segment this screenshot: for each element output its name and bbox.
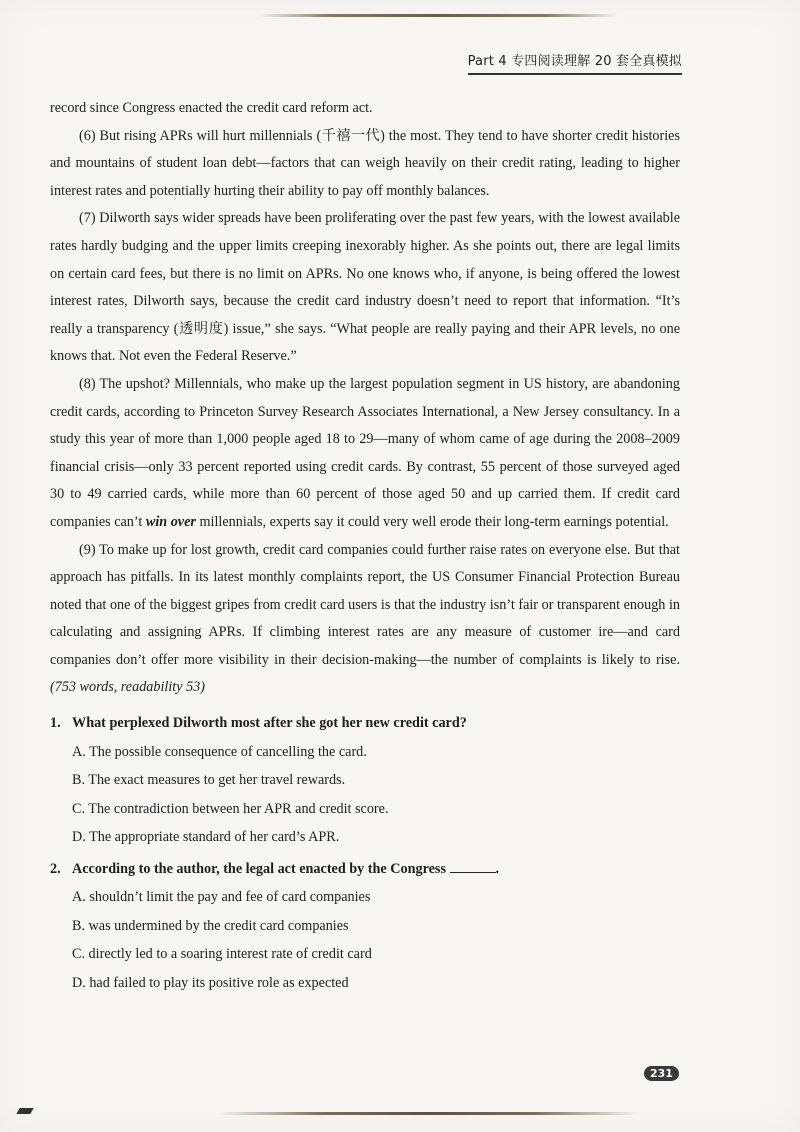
question-1-option-a: A. The possible consequence of cancelling the card.	[72, 743, 367, 760]
question-1-option-b: B. The exact measures to get her travel rewards.	[72, 772, 346, 789]
question-2-option-b: B. was undermined by the credit card companies	[72, 917, 349, 934]
question-2-option-c: C. directly led to a soaring interest rate of credit card	[72, 946, 372, 963]
paragraph-9-text: (9) To make up for lost growth, credit card companies could further raise rates on everyone else. But that approach has pitfalls. In its latest monthly complaints report, the US Consumer Financial Protection Bureau noted that one of the biggest gripes from credit card users is that the industry isn’t fair or transparent enough in calculating and assigning APRs. If climbing interest rates are any measure of customer ire—and card companies don’t offer more visibility in their decision-making—the number of complaints is likely to rise.	[50, 541, 680, 668]
answer-blank	[450, 858, 496, 873]
question-2-end: .	[495, 860, 500, 877]
page-number-badge: 231	[644, 1066, 679, 1081]
paragraph-7: (7) Dilworth says wider spreads have been proliferating over the past few years, with the lowest available rates hardly budging and the upper limits creeping inexorably higher. As she points out, there are legal limits on certain card fees, but there is no limit on APRs. No one knows who, if anyone, is being offered the lowest interest rates, Dilworth says, because the credit card industry doesn’t need to report that information. “It’s really a transparency (透明度) issue,” she says. “What people are really paying and their APR levels, no one knows that. Not even the Federal Reserve.”	[50, 210, 680, 365]
question-1-number: 1.	[50, 715, 61, 732]
question-2-number: 2.	[50, 860, 61, 877]
word-count-note: (753 words, readability 53)	[50, 679, 206, 696]
question-2-text: According to the author, the legal act enacted by the Congress	[72, 860, 446, 877]
question-2-option-a: A. shouldn’t limit the pay and fee of card companies	[72, 889, 371, 906]
paragraph-6: (6) But rising APRs will hurt millennials (千禧一代) the most. They tend to have shorter credit histories and mountains of student loan debt—factors that can weigh heavily on their credit rating, leading to higher interest rates and potentially hurting their ability to pay off monthly balances.	[50, 127, 680, 199]
question-1	[50, 710, 680, 738]
paragraph-8-text-b: millennials, experts say it could very well erode their long-term earnings potential.	[195, 513, 669, 530]
emphasis-win-over: win over	[145, 513, 196, 530]
question-1-option-d: D. The appropriate standard of her card’s APR.	[72, 829, 340, 846]
top-decorative-rule	[258, 14, 618, 17]
paragraph-8	[50, 371, 680, 537]
corner-decoration	[16, 1108, 33, 1114]
bottom-decorative-rule	[218, 1112, 638, 1115]
paragraph-9	[50, 537, 680, 703]
paragraph-continued: record since Congress enacted the credit card reform act.	[50, 100, 373, 116]
page-content	[50, 95, 680, 997]
question-1-option-c: C. The contradiction between her APR and credit score.	[72, 800, 389, 817]
running-header: Part 4 专四阅读理解 20 套全真模拟	[468, 50, 682, 75]
questions-section	[50, 710, 680, 997]
paragraph-8-text-a: (8) The upshot? Millennials, who make up the largest population segment in US history, are abandoning credit cards, according to Princeton Survey Research Associates International, a New Jersey consultancy. In a study this year of more than 1,000 people aged 18 to 29—many of whom came of age during the 2008–2009 financial crisis—only 33 percent reported using credit cards. By contrast, 55 percent of those surveyed aged 30 to 49 carried cards, while more than 60 percent of those aged 50 and up carried them. If credit card companies can’t	[50, 375, 680, 530]
question-2-option-d: D. had failed to play its positive role as expected	[72, 974, 349, 991]
question-1-text: What perplexed Dilworth most after she got her new credit card?	[72, 715, 467, 732]
question-2	[50, 856, 680, 884]
